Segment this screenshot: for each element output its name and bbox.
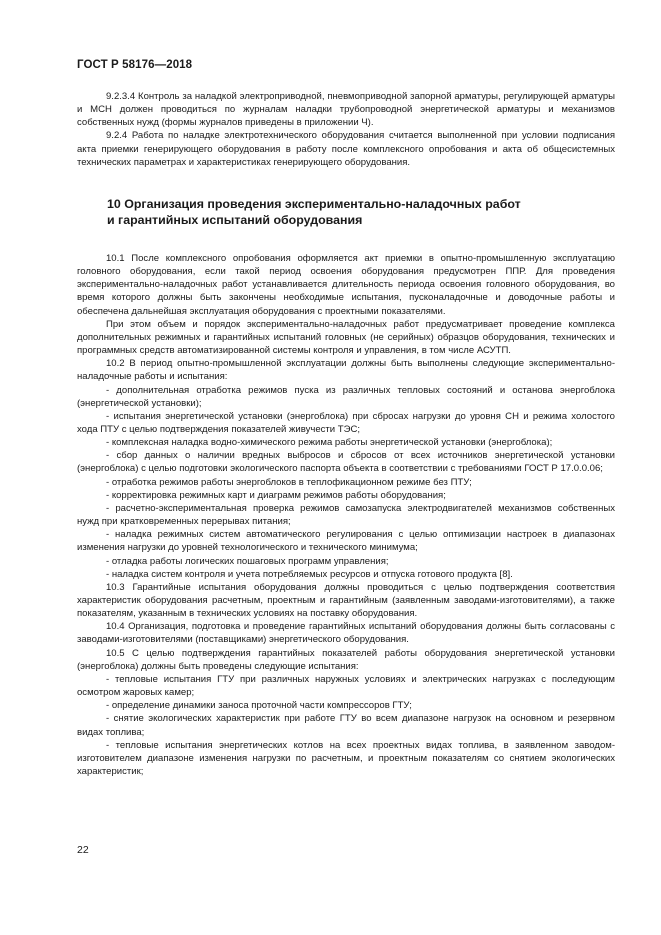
list-item: - тепловые испытания ГТУ при различных наружных условиях и электрических нагрузках с последующим осмотром жаровых камер;	[77, 673, 615, 699]
page-number: 22	[77, 844, 89, 856]
list-item: - сбор данных о наличии вредных выбросов и сбросов от всех источников энергетической установки (энергоблока) с целью подготовки экологического паспорта объекта в соответствии с требованиями ГОСТ Р 17.0.0.06;	[77, 450, 615, 475]
section-title-line-2: и гарантийных испытаний оборудования	[107, 213, 363, 228]
paragraph-10-2: 10.2 В период опытно-промышленной эксплуатации должны быть выполнены следующие экспериментально-наладочные работы и испытания:	[77, 358, 615, 383]
list-item: - отработка режимов работы энергоблоков в теплофикационном режиме без ПТУ;	[106, 476, 472, 488]
paragraph-10-3: 10.3 Гарантийные испытания оборудования должны проводиться с целью подтверждения соответствия характеристик оборудования расчетным, проектным и гарантийным (заявленным заводами-изготовителями), а также показателям, указанным в технических условиях на поставку оборудования.	[77, 581, 615, 620]
list-item: - расчетно-экспериментальная проверка режимов самозапуска электродвигателей механизмов собственных нужд при кратковременных перерывах питания;	[77, 502, 615, 528]
list-item: - дополнительная отработка режимов пуска из различных тепловых состояний и останова энергоблока (энергетической установки);	[77, 384, 615, 409]
page-content	[77, 90, 615, 778]
list-item: - отладка работы логических пошаговых программ управления;	[106, 555, 389, 567]
paragraph-10-1-continued: При этом объем и порядок экспериментально-наладочных работ предусматривает проведение комплекса дополнительных режимных и гарантийных испытаний головных (не серийных) образцов оборудования, технических и программных средств автоматизированной системы контроля и управления, в том числе АСУТП.	[77, 318, 615, 357]
list-10-2	[77, 384, 615, 581]
list-item: - комплексная наладка водно-химического режима работы энергетической установки (энергоблока);	[106, 437, 553, 449]
list-item: - снятие экологических характеристик при работе ГТУ во всем диапазоне нагрузок на основном и резервном видах топлива;	[77, 713, 615, 738]
paragraph-10-5: 10.5 С целью подтверждения гарантийных показателей работы оборудования энергетической установки (энергоблока) должны быть проведены следующие испытания:	[77, 647, 615, 672]
list-item: - испытания энергетической установки (энергоблока) при сбросах нагрузки до уровня СН и режима холостого хода ПТУ с целью подтверждения показателей живучести ТЭС;	[77, 410, 615, 435]
list-10-5	[77, 673, 615, 778]
section-title-line-1: 10 Организация проведения экспериментально-наладочных работ	[107, 196, 521, 211]
list-item: - наладка систем контроля и учета потребляемых ресурсов и отпуска готового продукта [8].	[106, 568, 513, 580]
list-item: - наладка режимных систем автоматического регулирования с целью оптимизации настроек в диапазонах изменения нагрузки до уровней технологического и технического минимума;	[77, 529, 615, 554]
paragraph-10-1: 10.1 После комплексного опробования оформляется акт приемки в опытно-промышленную эксплуатацию головного оборудования, если такой период освоения оборудования предусмотрен ППР. Для проведения экспериментально-наладочных работ устанавливается длительность периода освоения головного оборудования, во время которого должны быть закончены необходимые испытания, пусконаладочные и доводочные работы и обеспечена дальнейшая эксплуатация оборудования с проектными показателями.	[77, 252, 615, 317]
section-heading	[107, 196, 615, 229]
paragraph-10-4: 10.4 Организация, подготовка и проведение гарантийных испытаний оборудования должны быть согласованы с заводами-изготовителями (поставщиками) энергетического оборудования.	[77, 621, 615, 646]
paragraph-9-2-3-4: 9.2.3.4 Контроль за наладкой электроприводной, пневмоприводной запорной арматуры, регулирующей арматуры и МСН должен проводиться по журналам наладки трубопроводной энергетической арматуры и механизмов собственных нужд (формы журналов приведены в приложении Ч).	[77, 91, 615, 129]
paragraph-9-2-4: 9.2.4 Работа по наладке электротехнического оборудования считается выполненной при условии подписания акта приемки генерирующего оборудования в работу после комплексного опробования и акта об общесистемных технических параметрах и характеристиках генерирующего оборудования.	[77, 130, 615, 168]
list-item: - определение динамики заноса проточной части компрессоров ГТУ;	[106, 700, 412, 712]
document-id: ГОСТ Р 58176—2018	[77, 59, 193, 71]
list-item: - тепловые испытания энергетических котлов на всех проектных видах топлива, в заявленном заводом-изготовителем диапазоне изменения нагрузки по расчетным, и проектным показателям со снятием экологических характеристик;	[77, 739, 615, 778]
list-item: - корректировка режимных карт и диаграмм режимов работы оборудования;	[106, 489, 446, 501]
